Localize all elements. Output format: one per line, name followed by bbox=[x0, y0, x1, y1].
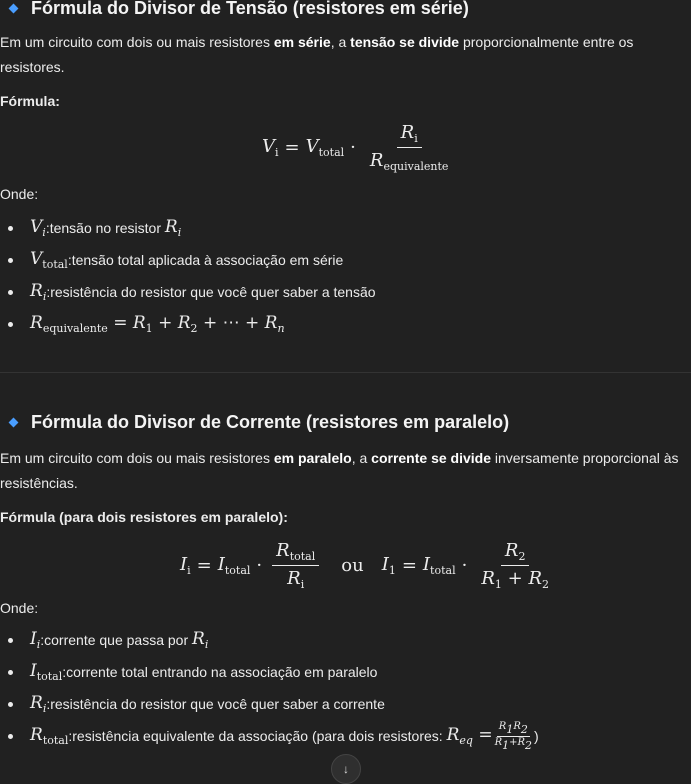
section-heading-tensao bbox=[0, 0, 469, 19]
formula-label: Fórmula: bbox=[0, 93, 60, 109]
list-item: $V_i$ : tensão no resistor $R_i$ bbox=[0, 212, 376, 244]
ou-text: ou bbox=[341, 555, 364, 576]
list-item: $I_{total}$ : corrente total entrando na associação em paralelo bbox=[0, 656, 539, 688]
diamond-bullet-icon bbox=[9, 4, 19, 14]
intro-paragraph: Em um circuito com dois ou mais resistores em série, a tensão se divide proporcionalmente entre os resistores. bbox=[0, 34, 634, 75]
scroll-down-button[interactable] bbox=[331, 754, 361, 784]
definition-list bbox=[0, 212, 376, 340]
list-item: $R_{total}$ : resistência equivalente da associação (para dois resistores: $R_{eq}$ = $\frac{R_1R_2}{R_1+R_2}$ ) bbox=[0, 720, 539, 752]
section-heading-corrente bbox=[0, 412, 509, 433]
current-divider-formula: $I_i$ = $I_{total}$ · $\frac{R_{total}}{R_i}$ ou $I_1$ = $I_{total}$ · $\frac{R_2}{R_1 + R_2}$ bbox=[180, 540, 549, 591]
onde-label: Onde: bbox=[0, 600, 39, 616]
voltage-divider-formula: $V_i$ = $V_{total}$ · $\frac{R_i}{R_{equivalente}}$ bbox=[262, 122, 449, 173]
section-title: Fórmula do Divisor de Tensão (resistores em série) bbox=[31, 0, 469, 18]
list-item: $R_i$ : resistência do resistor que você quer saber a tensão bbox=[0, 276, 376, 308]
section-divider bbox=[0, 372, 691, 373]
list-item: $V_{total}$ : tensão total aplicada à associação em série bbox=[0, 244, 376, 276]
arrow-down-icon: ↓ bbox=[343, 762, 349, 776]
intro-paragraph: Em um circuito com dois ou mais resistores em paralelo, a corrente se divide inversamente proporcional às resistências. bbox=[0, 450, 679, 491]
formula-label: Fórmula (para dois resistores em paralelo): bbox=[0, 509, 288, 525]
section-title: Fórmula do Divisor de Corrente (resistores em paralelo) bbox=[31, 412, 510, 432]
list-item: $R_{equivalente} = R_1 + R_2$ + ⋯ + $R_n$ bbox=[0, 308, 376, 340]
onde-label: Onde: bbox=[0, 186, 39, 202]
list-item: $I_i$ : corrente que passa por $R_i$ bbox=[0, 624, 539, 656]
diamond-bullet-icon bbox=[9, 418, 19, 428]
definition-list bbox=[0, 624, 539, 752]
list-item: $R_i$ : resistência do resistor que você quer saber a corrente bbox=[0, 688, 539, 720]
